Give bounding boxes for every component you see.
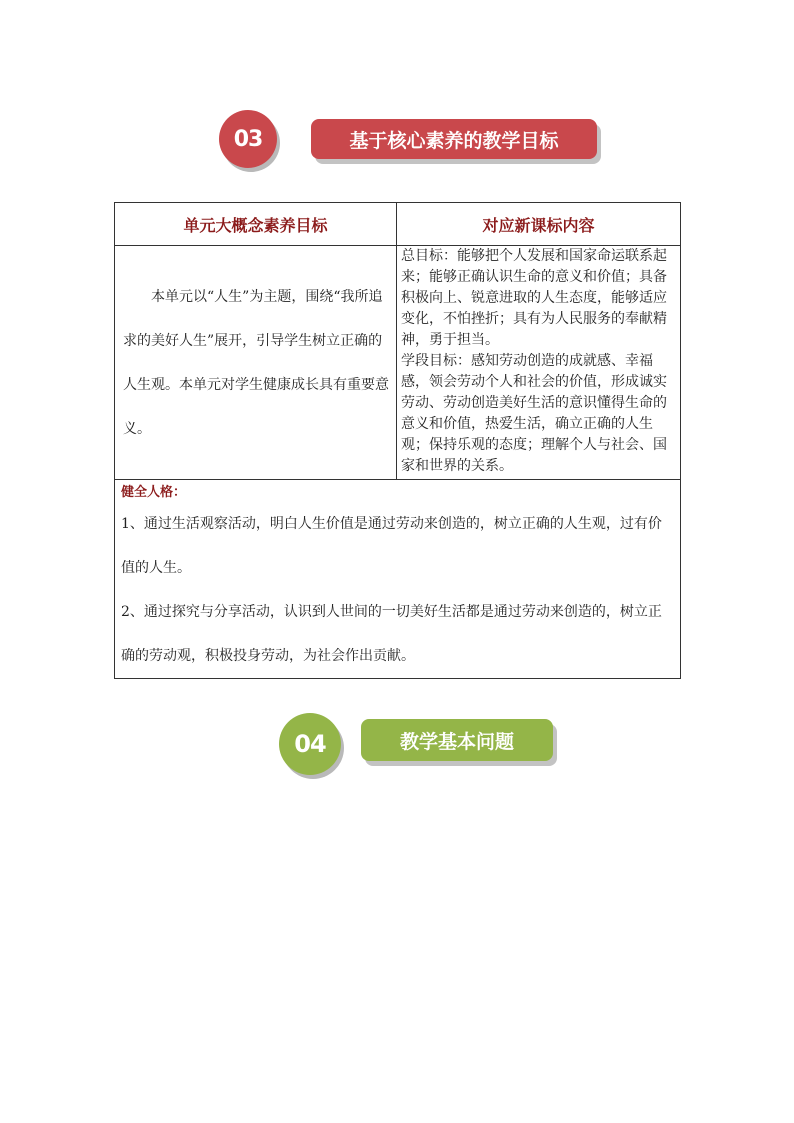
column-header-unit-goal: 单元大概念素养目标 bbox=[115, 203, 397, 246]
overall-goal-text: 总目标：能够把个人发展和国家命运联系起来；能够正确认识生命的意义和价值；具备积极向上、锐意进取的人生态度，能够适应变化，不怕挫折；具有为人民服务的奉献精神，勇于担当。 bbox=[401, 248, 667, 348]
goals-table bbox=[114, 202, 681, 679]
section-title: 教学基本问题 bbox=[361, 719, 553, 761]
section-number-badge: 03 bbox=[219, 110, 277, 168]
personality-cell bbox=[115, 480, 681, 679]
personality-title: 健全人格： bbox=[121, 485, 187, 500]
standards-cell bbox=[397, 246, 681, 480]
unit-goal-text: 本单元以“人生”为主题，围绕“我所追求的美好人生”展开，引导学生树立正确的人生观。本单元对学生健康成长具有重要意义。 bbox=[123, 288, 389, 437]
unit-goal-cell bbox=[115, 246, 397, 480]
personality-item: 2、通过探究与分享活动，认识到人世间的一切美好生活都是通过劳动来创造的，树立正确的劳动观，积极投身劳动，为社会作出贡献。 bbox=[121, 604, 662, 664]
column-header-standards: 对应新课标内容 bbox=[397, 203, 681, 246]
personality-item: 1、通过生活观察活动，明白人生价值是通过劳动来创造的，树立正确的人生观，过有价值的人生。 bbox=[121, 516, 662, 576]
stage-goal-text: 学段目标：感知劳动创造的成就感、幸福感，领会劳动个人和社会的价值，形成诚实劳动、劳动创造美好生活的意识懂得生命的意义和价值，热爱生活，确立正确的人生观；保持乐观的态度；理解个人与社会、国家和世界的关系。 bbox=[401, 353, 667, 474]
section-number-badge: 04 bbox=[279, 713, 341, 775]
section-title: 基于核心素养的教学目标 bbox=[311, 119, 597, 159]
